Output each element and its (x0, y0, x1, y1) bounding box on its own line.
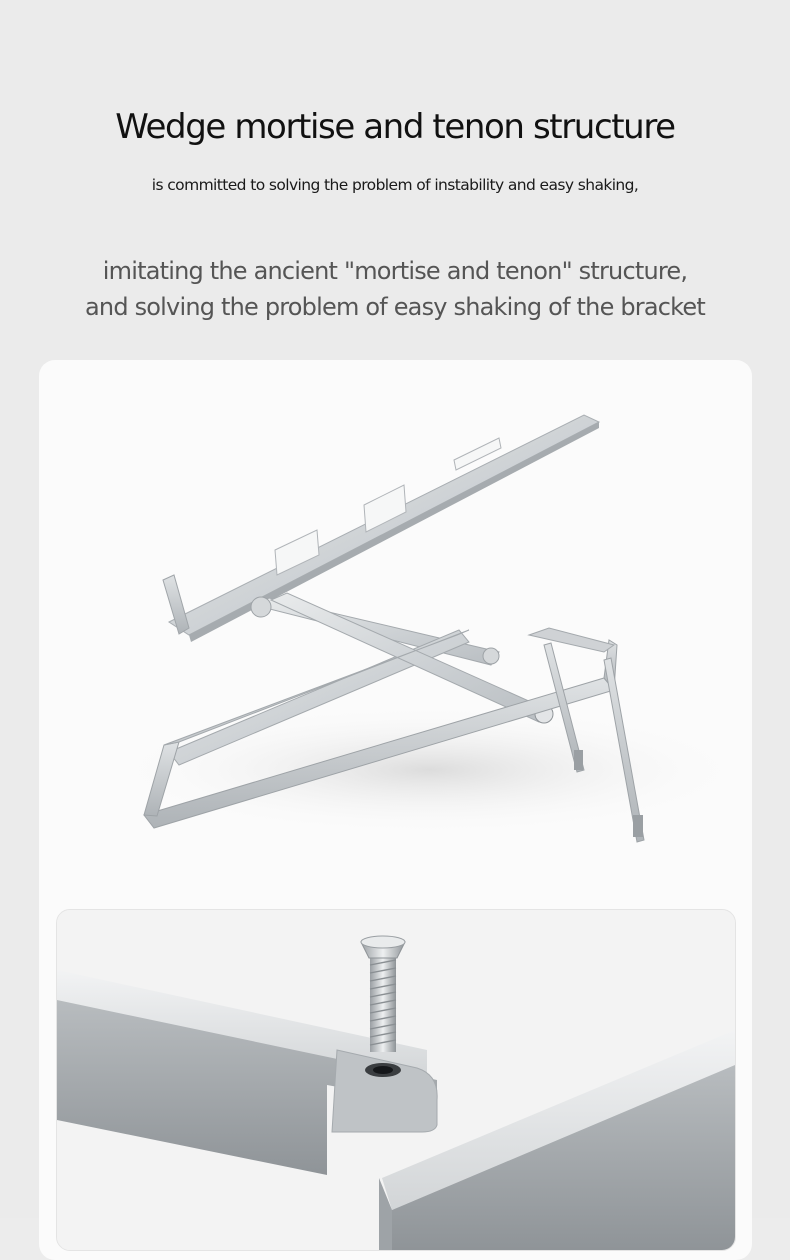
leg-foot (574, 750, 583, 770)
hinge-joint (483, 648, 499, 664)
floor-shadow (109, 705, 749, 835)
screw-shaft (370, 955, 396, 1052)
laptop-stand-illustration (39, 360, 752, 920)
screw-hole-inner (373, 1066, 393, 1074)
stand-platform (169, 415, 599, 635)
hinge-joint (251, 597, 271, 617)
screw-closeup-illustration (57, 910, 735, 1250)
description (0, 253, 790, 325)
stand-platform-edge (189, 422, 599, 642)
leg-foot (633, 815, 643, 837)
screw-head-top (361, 936, 405, 948)
stand-front-lip (163, 575, 189, 634)
description-line-1: imitating the ancient "mortise and tenon" structure, (102, 257, 688, 285)
page-title: Wedge mortise and tenon structure (115, 106, 675, 147)
stand-base-rear (529, 628, 614, 652)
screw-closeup-image (56, 909, 736, 1251)
description-line-2: and solving the problem of easy shaking of the bracket (85, 293, 705, 321)
page-subtitle: is committed to solving the problem of instability and easy shaking, (151, 176, 639, 194)
